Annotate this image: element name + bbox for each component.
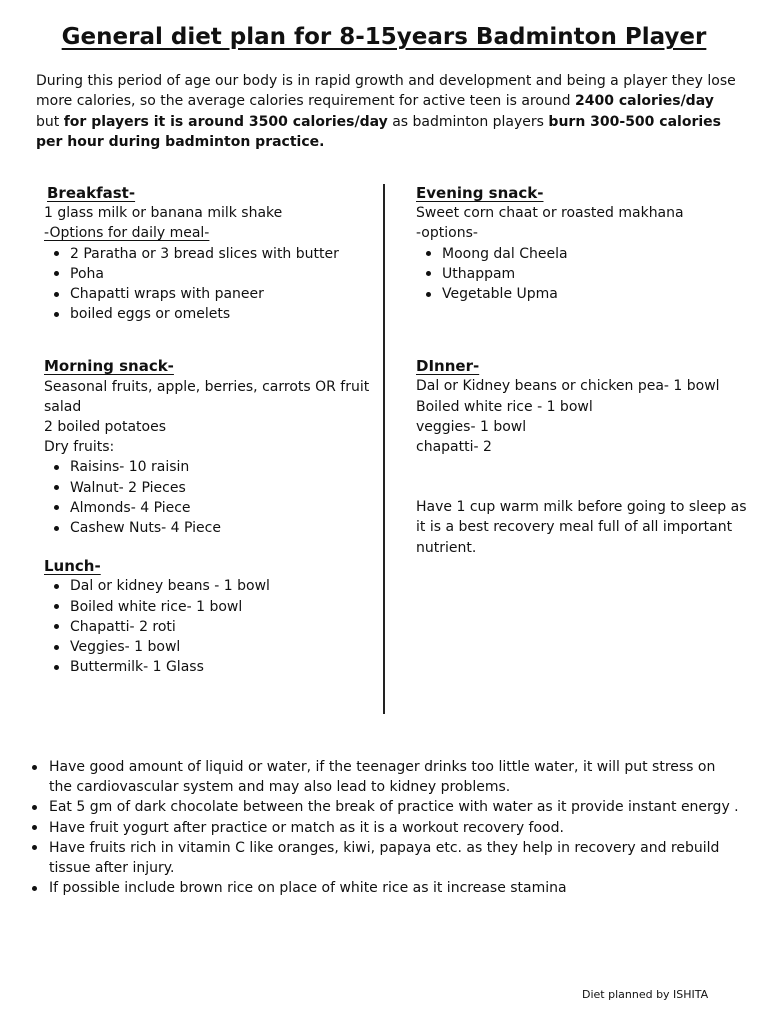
dry-fruits-list bbox=[51, 457, 374, 538]
list-item: 2 Paratha or 3 bread slices with butter bbox=[51, 244, 374, 264]
breakfast-options-list bbox=[51, 244, 374, 325]
list-item: Vegetable Upma bbox=[423, 284, 751, 304]
evening-snack-section bbox=[416, 183, 751, 304]
morning-snack-heading: Morning snack- bbox=[44, 357, 174, 376]
morning-snack-line-1: Seasonal fruits, apple, berries, carrots OR fruit salad bbox=[44, 378, 370, 415]
intro-text-1: During this period of age our body is in rapid growth and development and being a player they lose more calories, so the average calories requirement for active teen is around bbox=[36, 73, 736, 110]
tips-list bbox=[29, 757, 741, 898]
list-item: Chapatti- 2 roti bbox=[51, 617, 374, 637]
list-item: Cashew Nuts- 4 Piece bbox=[51, 518, 374, 538]
intro-bold-1: 2400 calories/day bbox=[575, 93, 714, 110]
tip-item: Have fruit yogurt after practice or match as it is a workout recovery food. bbox=[29, 818, 741, 838]
lunch-heading: Lunch- bbox=[44, 557, 101, 576]
list-item: Raisins- 10 raisin bbox=[51, 457, 374, 477]
morning-snack-line-2: 2 boiled potatoes bbox=[44, 419, 167, 436]
list-item: boiled eggs or omelets bbox=[51, 304, 374, 324]
evening-snack-options-label: -options- bbox=[416, 225, 478, 242]
right-column bbox=[416, 183, 751, 558]
dinner-section bbox=[416, 356, 751, 457]
morning-snack-section bbox=[44, 356, 374, 538]
intro-bold-3: burn 300-500 calories per hour during badminton practice. bbox=[36, 113, 721, 150]
lunch-section bbox=[44, 556, 374, 677]
breakfast-heading: Breakfast- bbox=[47, 184, 136, 202]
list-item: Veggies- 1 bowl bbox=[51, 637, 374, 657]
intro-text-2: but bbox=[36, 113, 64, 130]
intro-bold-2: for players it is around 3500 calories/day bbox=[63, 113, 388, 130]
breakfast-line: 1 glass milk or banana milk shake bbox=[44, 205, 283, 222]
tip-item: If possible include brown rice on place of white rice as it increase stamina bbox=[29, 878, 741, 898]
dinner-heading: DInner- bbox=[416, 357, 480, 376]
morning-snack-line-3: Dry fruits: bbox=[44, 439, 115, 456]
breakfast-section bbox=[44, 183, 374, 324]
dinner-line: veggies- 1 bowl bbox=[416, 418, 527, 435]
footer-credit: Diet planned by ISHITA bbox=[582, 988, 709, 1001]
intro-paragraph bbox=[36, 71, 736, 152]
evening-snack-line: Sweet corn chaat or roasted makhana bbox=[416, 205, 684, 222]
list-item: Chapatti wraps with paneer bbox=[51, 284, 374, 304]
lunch-list bbox=[51, 576, 374, 677]
list-item: Almonds- 4 Piece bbox=[51, 498, 374, 518]
left-column bbox=[44, 183, 374, 677]
tip-item: Have good amount of liquid or water, if the teenager drinks too little water, it will put stress on the cardiovascular system and may also lead to kidney problems. bbox=[29, 757, 741, 797]
tip-item: Have fruits rich in vitamin C like oranges, kiwi, papaya etc. as they help in recovery and rebuild tissue after injury. bbox=[29, 838, 741, 878]
dinner-line: chapatti- 2 bbox=[416, 439, 492, 456]
sleep-note: Have 1 cup warm milk before going to sleep as it is a best recovery meal full of all important nutrient. bbox=[416, 499, 747, 556]
list-item: Walnut- 2 Pieces bbox=[51, 478, 374, 498]
dinner-line: Boiled white rice - 1 bowl bbox=[416, 398, 593, 415]
list-item: Boiled white rice- 1 bowl bbox=[51, 597, 374, 617]
intro-text-3: as badminton players bbox=[387, 113, 549, 130]
evening-snack-heading: Evening snack- bbox=[416, 184, 544, 202]
column-divider bbox=[383, 184, 385, 714]
tip-item: Eat 5 gm of dark chocolate between the break of practice with water as it provide instant energy . bbox=[29, 797, 741, 817]
list-item: Uthappam bbox=[423, 264, 751, 284]
evening-snack-options-list bbox=[423, 244, 751, 305]
list-item: Buttermilk- 1 Glass bbox=[51, 657, 374, 677]
dinner-line: Dal or Kidney beans or chicken pea- 1 bowl bbox=[416, 378, 720, 395]
list-item: Moong dal Cheela bbox=[423, 244, 751, 264]
list-item: Dal or kidney beans - 1 bowl bbox=[51, 576, 374, 596]
list-item: Poha bbox=[51, 264, 374, 284]
breakfast-options-label: -Options for daily meal- bbox=[44, 225, 210, 242]
page-title: General diet plan for 8-15years Badminton Player bbox=[61, 24, 707, 50]
